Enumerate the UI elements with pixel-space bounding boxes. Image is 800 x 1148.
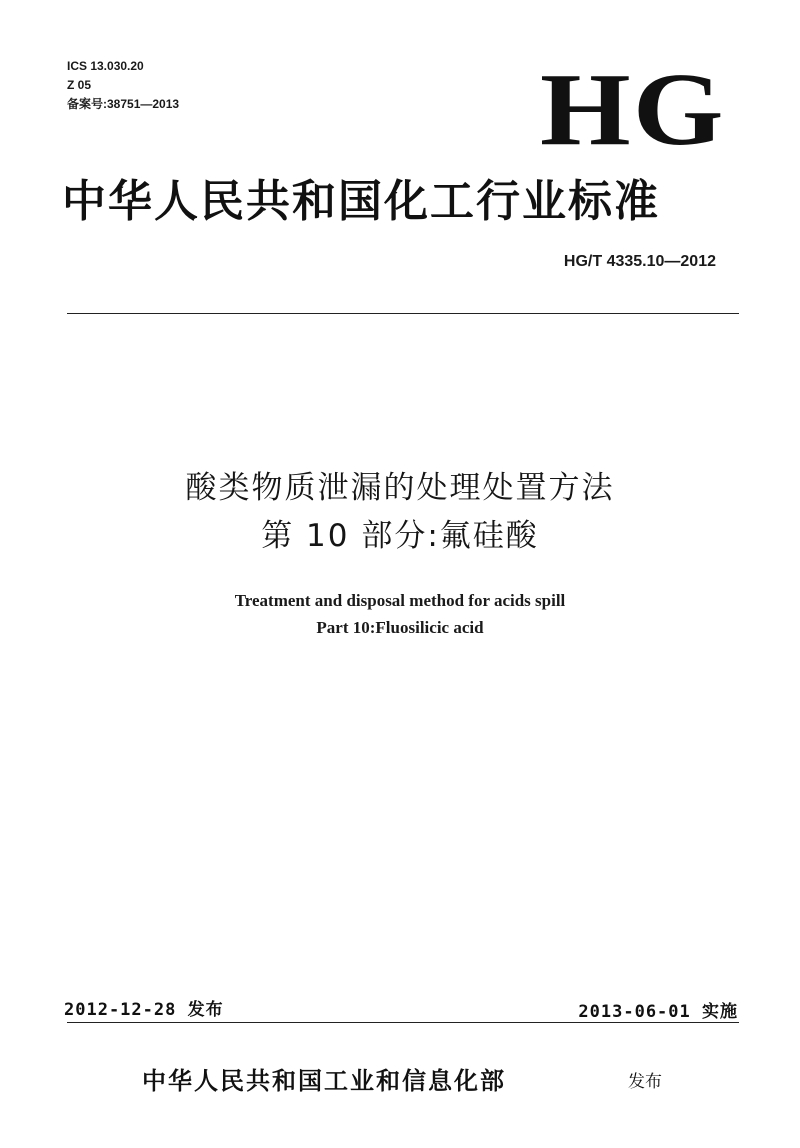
document-meta — [67, 57, 179, 114]
standard-category-title: 中华人民共和国化工行业标准 — [62, 176, 660, 227]
document-title-cn-line2: 第 10 部分:氟硅酸 — [261, 518, 539, 554]
document-title-en-line1: Treatment and disposal method for acids spill — [234, 591, 566, 610]
hg-logo: HG — [540, 52, 726, 167]
document-title-cn-line1: 酸类物质泄漏的处理处置方法 — [185, 470, 615, 506]
header-divider — [67, 313, 739, 314]
publisher-name: 中华人民共和国工业和信息化部 — [142, 1066, 506, 1095]
implementation-date: 2013-06-01 实施 — [578, 1002, 738, 1022]
footer-divider — [67, 1022, 739, 1023]
ics-code: ICS 13.030.20 — [67, 59, 144, 73]
document-title-en-line2: Part 10:Fluosilicic acid — [316, 618, 484, 637]
ccs-code: Z 05 — [67, 78, 92, 92]
issue-date: 2012-12-28 发布 — [64, 1000, 224, 1020]
publish-label: 发布 — [628, 1072, 662, 1092]
record-number: 备案号:38751—2013 — [67, 97, 180, 111]
standard-number: HG/T 4335.10—2012 — [563, 253, 716, 270]
